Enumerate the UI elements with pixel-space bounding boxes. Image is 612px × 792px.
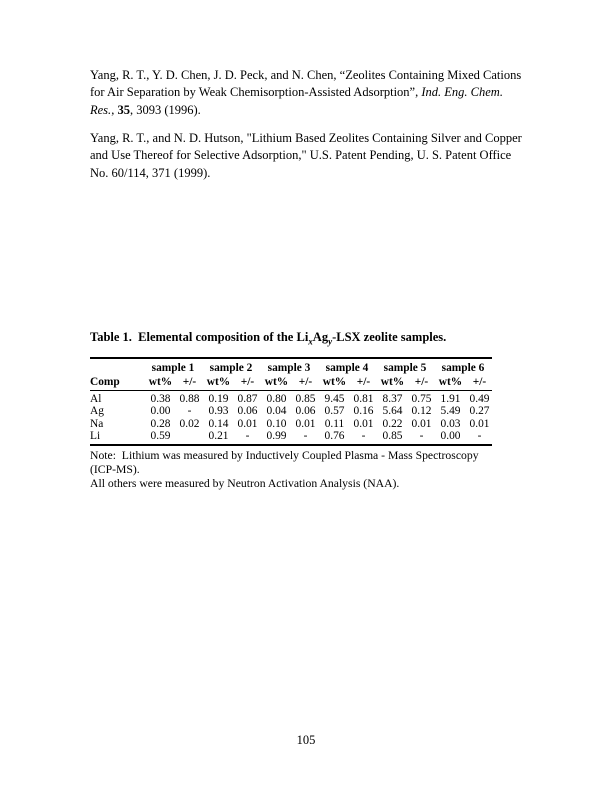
plus-minus-header: +/- [409,375,434,391]
value-cell: 9.45 [324,393,345,405]
sample-header: sample 5 [383,362,427,375]
wt-percent-header: wt% [144,375,177,391]
value-cell: 0.06 [237,405,258,418]
comp-cell: Al [90,393,102,405]
value-cell: 0.11 [324,417,345,430]
value-cell: - [303,429,308,442]
plus-minus-header: +/- [235,375,260,391]
table-note-line: All others were measured by Neutron Activation Analysis (NAA). [90,477,400,491]
sample-header: sample 4 [325,362,369,375]
value-cell: 0.80 [266,393,287,405]
wt-percent-header: wt% [202,375,235,391]
sample-header: sample 6 [441,362,485,375]
plus-minus-header: +/- [467,375,492,391]
table-row [90,418,492,430]
value-cell: 0.01 [469,417,490,430]
value-cell: 0.22 [382,417,403,430]
value-cell: 0.28 [150,417,171,430]
value-cell: 0.88 [179,393,200,405]
value-cell: 0.12 [411,405,432,418]
table-row [90,391,492,406]
value-cell: 0.01 [295,417,316,430]
elemental-composition-table [90,357,492,446]
comp-cell: Ag [90,405,104,418]
value-cell: 0.16 [353,405,374,418]
value-cell: 0.85 [295,393,316,405]
table-row [90,430,492,445]
wt-percent-header: wt% [260,375,293,391]
value-cell: 0.10 [266,417,287,430]
comp-cell: Na [90,417,104,430]
page-number: 105 [296,733,316,747]
plus-minus-header: +/- [293,375,318,391]
value-cell: 8.37 [382,393,403,405]
value-cell: 0.75 [411,393,432,405]
table-1-section [90,330,492,491]
value-cell: 0.02 [179,417,200,430]
value-cell: 0.00 [150,405,171,418]
value-cell: 0.00 [440,429,461,442]
value-cell: 0.01 [237,417,258,430]
comp-header-spacer [90,358,144,375]
wt-percent-header: wt% [376,375,409,391]
table-note-line: Note: Lithium was measured by Inductively Coupled Plasma - Mass Spectroscopy (ICP-MS). [90,449,482,477]
value-cell: 0.06 [295,405,316,418]
wt-percent-header: wt% [318,375,351,391]
wt-percent-header: wt% [434,375,467,391]
value-cell: 1.91 [440,393,461,405]
value-cell: - [477,429,482,442]
value-cell: 0.38 [150,393,171,405]
value-cell: 0.93 [208,405,229,418]
value-cell [177,430,202,445]
sample-header: sample 3 [267,362,311,375]
value-cell: 0.76 [324,429,345,442]
value-cell: 0.03 [440,417,461,430]
references-section [90,67,524,192]
value-cell: - [361,429,366,442]
value-cell: 0.57 [324,405,345,418]
value-cell: 0.19 [208,393,229,405]
sample-header: sample 2 [209,362,253,375]
reference-citation: Yang, R. T., Y. D. Chen, J. D. Peck, and N. Chen, “Zeolites Containing Mixed Cations for Air Separation by Weak Chemisorption-Assisted Adsorption”, Ind. Eng. Chem. Res., 35, 3093 (1996). [90,68,522,117]
table-notes [90,449,492,491]
value-cell: 0.21 [208,429,229,442]
value-cell: 5.49 [440,405,461,418]
value-cell: 0.01 [353,417,374,430]
comp-header: Comp [90,375,144,391]
value-cell: 0.81 [353,393,374,405]
value-cell: 0.59 [150,429,171,442]
value-cell: 0.27 [469,405,490,418]
value-cell: - [187,405,192,418]
comp-cell: Li [90,429,101,442]
value-cell: 0.99 [266,429,287,442]
value-cell: 0.87 [237,393,258,405]
value-cell: - [419,429,424,442]
value-cell: 0.01 [411,417,432,430]
value-cell: - [245,429,250,442]
table-title: Table 1. Elemental composition of the $Li_xAg_y$-LSX zeolite samples. [90,330,447,347]
plus-minus-header: +/- [177,375,202,391]
value-cell: 0.85 [382,429,403,442]
subheader-row [90,375,492,391]
value-cell: 0.49 [469,393,490,405]
sample-header-row [90,358,492,375]
reference-citation: Yang, R. T., and N. D. Hutson, "Lithium Based Zeolites Containing Silver and Copper and Use Thereof for Selective Adsorption," U.S. Patent Pending, U. S. Patent Office No. 60/114, 371 (1999). [90,130,522,180]
table-row [90,405,492,417]
value-cell: 0.04 [266,405,287,418]
value-cell: 0.14 [208,417,229,430]
plus-minus-header: +/- [351,375,376,391]
value-cell: 5.64 [382,405,403,418]
sample-header: sample 1 [151,362,195,375]
